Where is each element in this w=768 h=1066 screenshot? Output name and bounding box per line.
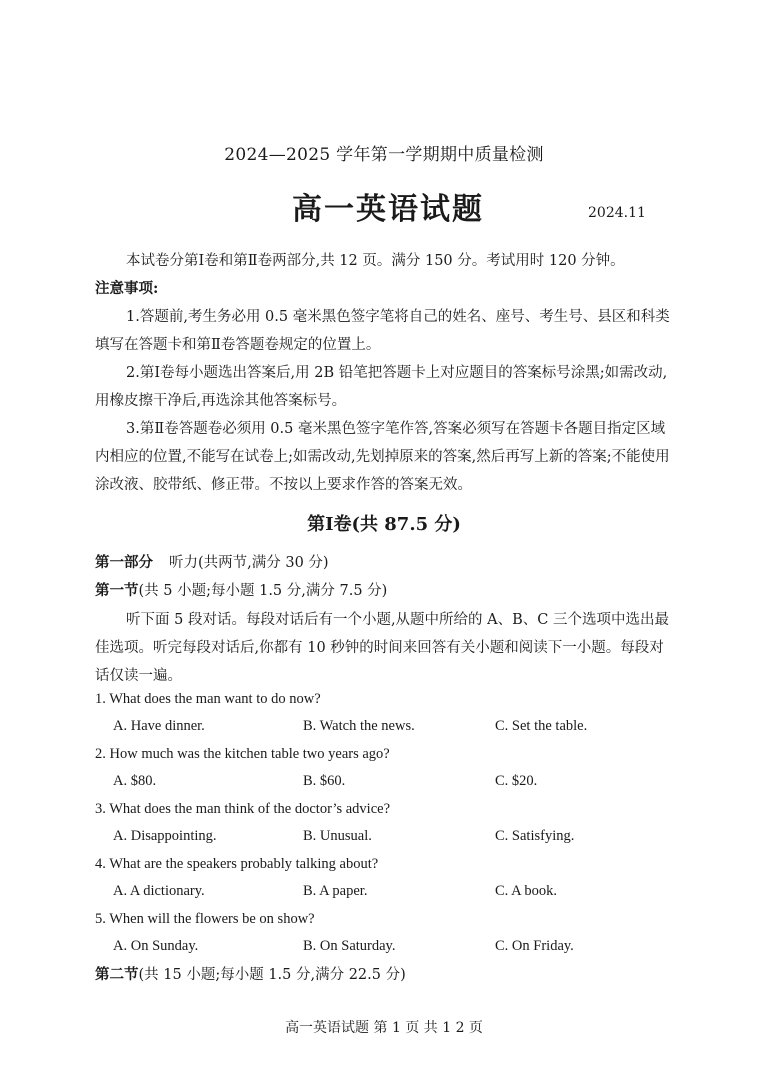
option-c: C. Set the table. <box>495 718 588 734</box>
question: 2. How much was the kitchen table two years ago? <box>95 746 390 762</box>
page-footer: 高一英语试题 第 1 页 共 1 2 页 <box>285 1020 483 1036</box>
option-c: C. On Friday. <box>495 938 574 954</box>
section1-heading <box>95 577 387 605</box>
option-b: B. $60. <box>303 773 346 789</box>
option-c: C. A book. <box>495 883 558 899</box>
option-b: B. Unusual. <box>303 828 372 844</box>
option-b: B. Watch the news. <box>303 718 415 734</box>
section2-label: 第二节 <box>95 966 139 983</box>
option-a: A. $80. <box>113 773 157 789</box>
question: 3. What does the man think of the doctor’s advice? <box>95 801 391 817</box>
part1-label: 第一部分 <box>95 554 153 571</box>
option-a: A. A dictionary. <box>113 883 205 899</box>
section2-label-rest: (共 15 小题;每小题 1.5 分,满分 22.5 分) <box>138 967 406 983</box>
section2-heading <box>95 961 406 989</box>
exam-title: 高一英语试题 <box>292 192 484 227</box>
notice-title: 注意事项: <box>95 280 159 297</box>
notice-item: 1.答题前,考生务必用 0.5 毫米黑色签字笔将自己的姓名、座号、考生号、县区和科类填写在答题卡和第Ⅱ卷答题卷规定的位置上。 <box>95 309 670 353</box>
question: 4. What are the speakers probably talking about? <box>95 856 379 872</box>
option-a: A. Have dinner. <box>113 718 205 734</box>
volume-title: 第Ⅰ卷(共 87.5 分) <box>307 514 461 535</box>
section1-label-rest: (共 5 小题;每小题 1.5 分,满分 7.5 分) <box>138 583 388 599</box>
intro-line: 本试卷分第Ⅰ卷和第Ⅱ卷两部分,共 12 页。满分 150 分。考试用时 120 分钟。 <box>126 253 625 269</box>
part1-heading <box>95 549 329 577</box>
option-b: B. A paper. <box>303 883 368 899</box>
question: 1. What does the man want to do now? <box>95 691 321 707</box>
option-c: C. Satisfying. <box>495 828 575 844</box>
listening-instructions: 听下面 5 段对话。每段对话后有一个小题,从题中所给的 A、B、C 三个选项中选出最佳选项。听完每段对话后,你都有 10 秒钟的时间来回答有关小题和阅读下一小题。每段对话仅读一遍。 <box>95 612 669 684</box>
section1-label: 第一节 <box>95 582 139 599</box>
exam-date: 2024.11 <box>588 205 646 221</box>
term-heading: 2024—2025 学年第一学期期中质量检测 <box>224 145 544 165</box>
question: 5. When will the flowers be on show? <box>95 911 315 927</box>
option-a: A. Disappointing. <box>113 828 217 844</box>
option-b: B. On Saturday. <box>303 938 396 954</box>
part1-label-rest: 听力(共两节,满分 30 分) <box>169 555 329 571</box>
option-c: C. $20. <box>495 773 538 789</box>
notice-item: 3.第Ⅱ卷答题卷必须用 0.5 毫米黑色签字笔作答,答案必须写在答题卡各题目指定区域内相应的位置,不能写在试卷上;如需改动,先划掉原来的答案,然后再写上新的答案;不能使用涂改液、胶带纸、修正带。不按以上要求作答的答案无效。 <box>95 421 670 493</box>
notice-item: 2.第Ⅰ卷每小题选出答案后,用 2B 铅笔把答题卡上对应题目的答案标号涂黑;如需改动,用橡皮擦干净后,再选涂其他答案标号。 <box>95 365 668 409</box>
option-a: A. On Sunday. <box>113 938 199 954</box>
